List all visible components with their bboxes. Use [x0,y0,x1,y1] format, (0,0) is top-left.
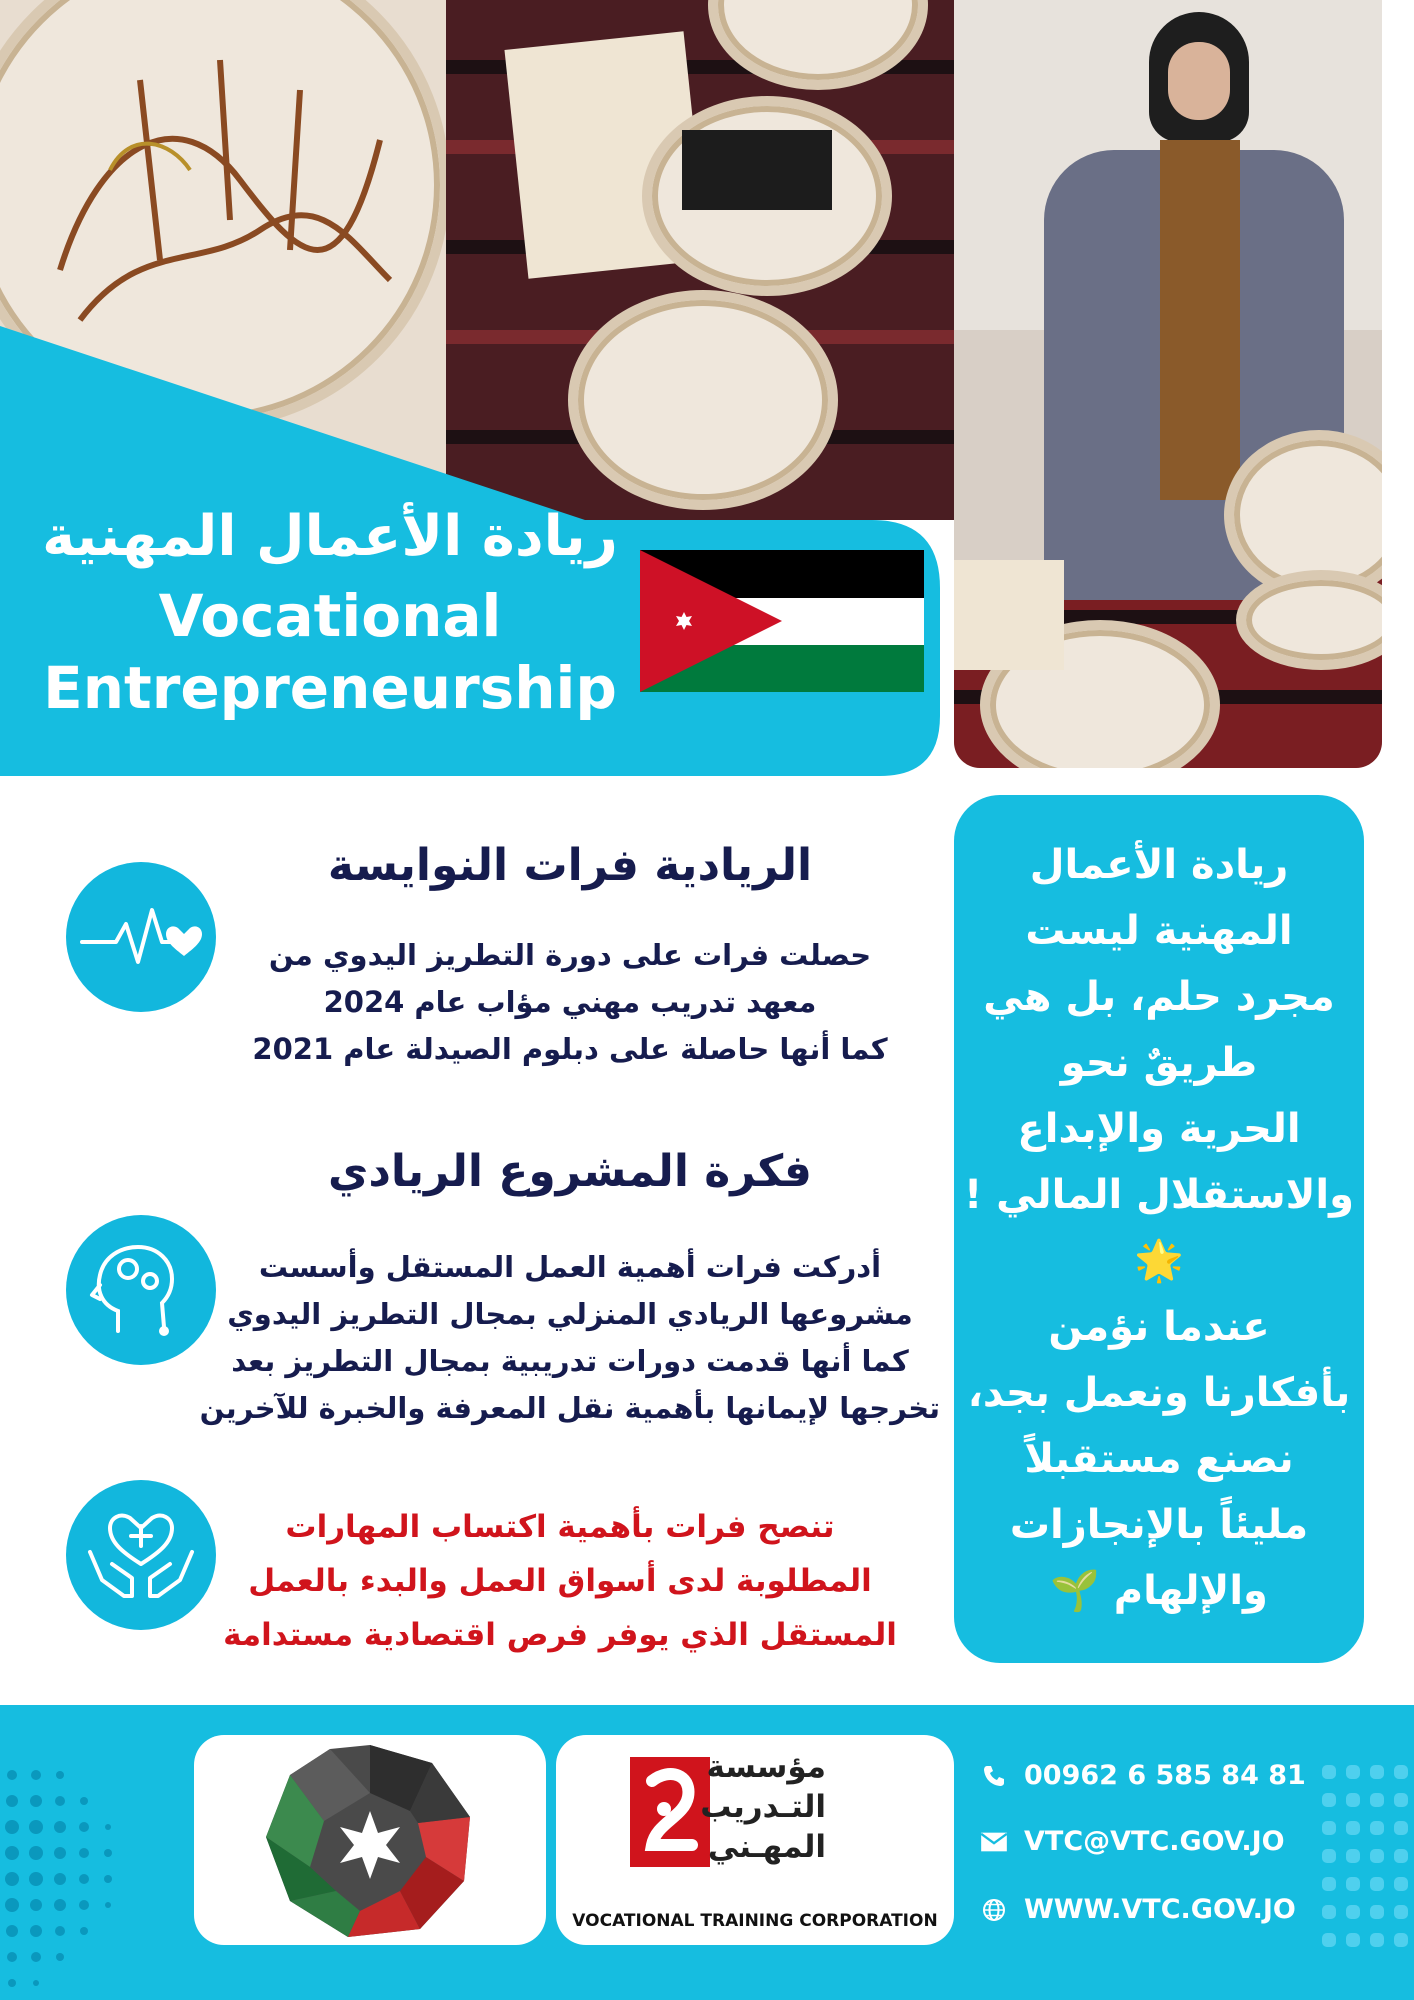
entrepreneur-photo [954,0,1382,768]
vtc-name-arabic [700,1747,826,1867]
phone-icon [980,1764,1008,1788]
idea-line: أدركت فرات أهمية العمل المستقل وأسست [258,1250,882,1284]
jordan-flag [640,550,924,692]
idea-heading: فكرة المشروع الريادي [328,1146,812,1197]
quote-line: نصنع مستقبلاً [1024,1436,1294,1482]
website-url: WWW.VTC.GOV.JO [1024,1894,1296,1925]
globe-icon [980,1898,1008,1922]
dot-pattern-left [0,1745,170,2000]
quote-line: ريادة الأعمال [1029,842,1289,888]
email-address: VTC@VTC.GOV.JO [1024,1826,1285,1857]
quote-line: والاستقلال المالي ! [963,1172,1355,1218]
quote-line: بأفكارنا ونعمل بجد، [967,1370,1351,1416]
profile-heading: الريادية فرات النوايسة [327,840,813,891]
email-contact[interactable] [980,1822,1340,1862]
quote-line: والإلهام 🌱 [1050,1568,1268,1614]
quote-line: مجرد حلم، بل هي [983,974,1335,1020]
quote-line: الحرية والإبداع [1017,1106,1301,1152]
idea-line: تخرجها لإيمانها بأهمية نقل المعرفة والخبرة للآخرين [199,1391,940,1425]
vtc-name-line: التـدريب [700,1789,826,1825]
profile-line: حصلت فرات على دورة التطريز اليدوي من [268,938,872,972]
star-emoji: 🌟 [1134,1238,1184,1284]
advice-text [180,1500,940,1662]
profile-text [200,932,940,1073]
advice-line: المطلوبة لدى أسواق العمل والبدء بالعمل [248,1563,872,1599]
heartbeat-icon [66,862,216,1012]
idea-text [200,1244,940,1432]
banner-title-arabic: ريادة الأعمال المهنية [42,504,618,569]
website-contact[interactable] [980,1890,1340,1930]
jordan-emblem-logo [260,1741,480,1941]
profile-line: كما أنها حاصلة على دبلوم الصيدلة عام 2021 [252,1032,888,1066]
vtc-name-english: VOCATIONAL TRAINING CORPORATION [572,1911,938,1931]
vtc-name-line: المهـني [707,1829,826,1865]
advice-line: المستقل الذي يوفر فرص اقتصادية مستدامة [223,1617,897,1653]
mail-icon [980,1830,1008,1854]
vtc-logo-card [556,1735,954,1945]
quote-line: طريقٌ نحو [1060,1040,1258,1086]
profile-line: معهد تدريب مهني مؤاب عام 2024 [323,985,817,1019]
phone-contact[interactable] [980,1756,1340,1796]
banner-title-english: Vocational Entrepreneurship [43,582,617,722]
phone-number: 00962 6 585 84 81 [1024,1760,1306,1791]
mind-gears-icon [66,1215,216,1365]
vtc-name-line: مؤسسة [706,1749,826,1785]
quote-text [962,832,1356,1624]
advice-line: تنصح فرات بأهمية اكتساب المهارات [285,1509,835,1545]
national-logo-card [194,1735,546,1945]
idea-line: كما أنها قدمت دورات تدريبية بمجال التطريز بعد [231,1344,909,1378]
quote-line: المهنية ليست [1025,908,1293,954]
quote-line: مليئاً بالإنجازات [1009,1502,1309,1548]
quote-line: عندما نؤمن [1048,1304,1270,1350]
idea-line: مشروعها الريادي المنزلي بمجال التطريز اليدوي [227,1297,913,1331]
vtc-logo-mark [630,1757,710,1867]
